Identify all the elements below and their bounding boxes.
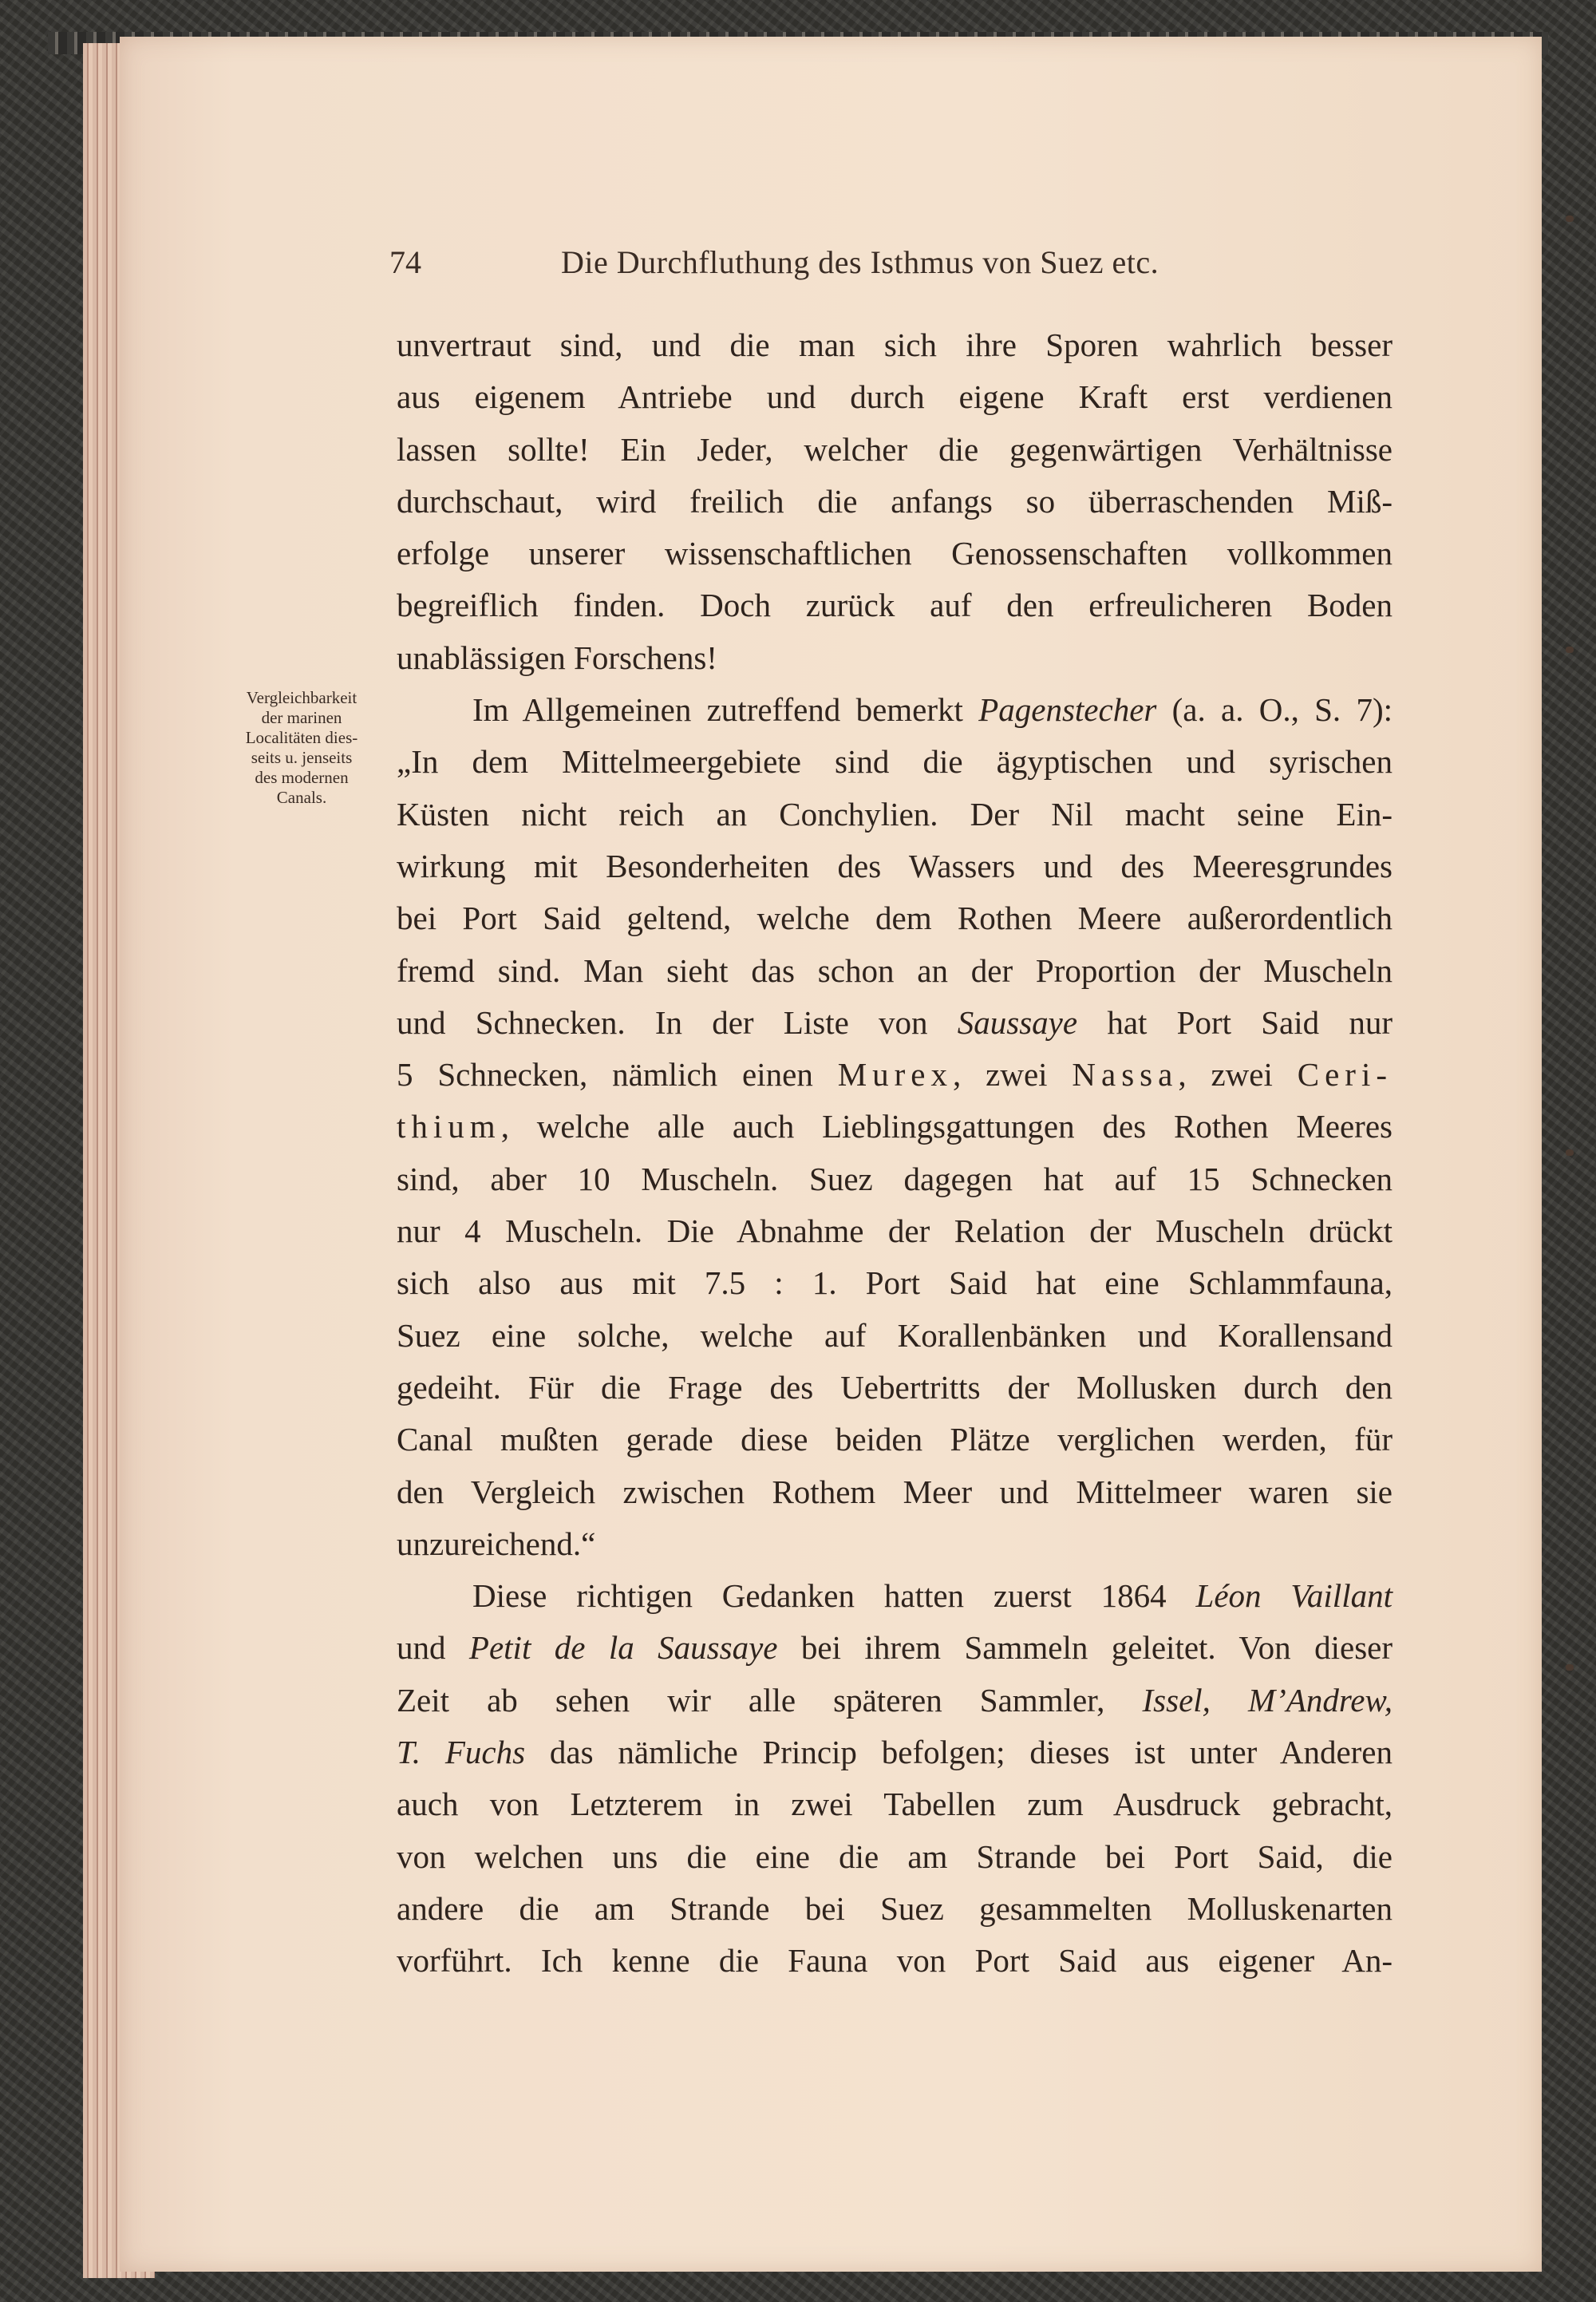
text-line [397, 1257, 1393, 1309]
text-line [397, 1101, 1393, 1153]
text-segment: bei ihrem Sammeln geleitet. Von dieser [777, 1629, 1393, 1667]
italic-name: Issel, [1142, 1681, 1211, 1719]
margin-mark [1566, 216, 1574, 222]
margin-mark [1566, 1149, 1574, 1156]
text-segment: Canal mußten gerade diese beiden Plätze verglichen werden, für [397, 1421, 1393, 1458]
text-segment: lassen sollte! Ein Jeder, welcher die gegenwärtigen Verhältnisse [397, 430, 1393, 468]
text-segment: und Schnecken. In der Liste von [397, 1003, 958, 1041]
spaced-genus-name: Nassa [1072, 1056, 1179, 1094]
text-line [397, 476, 1393, 528]
text-segment: , zwei [953, 1056, 1073, 1094]
text-segment [1211, 1682, 1248, 1719]
body-text [397, 319, 1393, 1988]
text-segment: vorführt. Ich kenne die Fauna von Port Said aus eigener An- [397, 1942, 1393, 1980]
text-line [397, 1622, 1393, 1674]
text-segment: erfolge unserer wissenschaftlichen Genossenschaften vollkommen [397, 535, 1393, 572]
margin-note-line: Vergleichbarkeit [246, 688, 358, 707]
text-segment: , welche alle auch Lieblingsgattungen des Rothen Meeres [500, 1108, 1393, 1145]
text-line [397, 1153, 1393, 1205]
text-segment: fremd sind. Man sieht das schon an der Proportion der Muscheln [397, 951, 1393, 989]
text-segment: unablässigen Forschens! [397, 639, 717, 676]
text-line [397, 789, 1393, 841]
text-line [397, 1049, 1393, 1101]
text-line [397, 1831, 1393, 1883]
spaced-genus-name: Murex [837, 1056, 954, 1094]
text-segment: gedeiht. Für die Frage des Uebertritts der Mollusken durch den [397, 1368, 1393, 1406]
text-segment: sich also aus mit 7.5 : 1. Port Said hat eine Schlammfauna, [397, 1264, 1393, 1302]
margin-note-line: des modernen [255, 768, 349, 787]
text-segment: nur 4 Muscheln. Die Abnahme der Relation der Muscheln drückt [397, 1212, 1393, 1250]
text-line [397, 1310, 1393, 1362]
text-line [397, 1414, 1393, 1465]
text-line [397, 841, 1393, 892]
text-line [397, 579, 1393, 631]
text-segment: Zeit ab sehen wir alle späteren Sammler, [397, 1681, 1143, 1719]
margin-note-line: seits u. jenseits [251, 748, 353, 767]
text-line [397, 528, 1393, 579]
text-line [397, 1570, 1393, 1622]
text-segment: sind, aber 10 Muscheln. Suez dagegen hat auf 15 Schnecken [397, 1160, 1393, 1197]
text-segment: den Vergleich zwischen Rothem Meer und Mittelmeer waren sie [397, 1473, 1393, 1510]
text-line [397, 1778, 1393, 1830]
text-line [397, 1362, 1393, 1414]
margin-note-line: Localitäten dies- [245, 728, 358, 747]
text-segment: aus eigenem Antriebe und durch eigene Kraft erst verdienen [397, 378, 1393, 416]
italic-name: Petit de la Saussaye [468, 1629, 778, 1667]
text-segment: „In dem Mittelmeergebiete sind die ägyptischen und syrischen [397, 743, 1393, 781]
text-line [397, 371, 1393, 423]
text-line [397, 1466, 1393, 1518]
text-line [397, 319, 1393, 371]
margin-note [209, 688, 394, 808]
text-line [397, 424, 1393, 476]
text-segment: wirkung mit Besonderheiten des Wassers und des Meeresgrundes [397, 847, 1393, 884]
text-line [397, 1518, 1393, 1570]
text-segment: und [397, 1629, 469, 1667]
italic-name: T. Fuchs [397, 1734, 526, 1771]
text-segment: bei Port Said geltend, welche dem Rothen Meere außerordentlich [397, 900, 1393, 937]
italic-name: Léon Vaillant [1195, 1577, 1393, 1615]
page-header [389, 243, 1395, 291]
margin-mark [1566, 647, 1574, 653]
text-segment: , zwei [1178, 1056, 1298, 1094]
margin-note-line: der marinen [261, 708, 342, 727]
running-title: Die Durchfluthung des Isthmus von Suez etc. [561, 244, 1159, 280]
spaced-genus-name: thium [397, 1108, 501, 1145]
text-segment: unvertraut sind, und die man sich ihre Sporen wahrlich besser [397, 326, 1393, 363]
text-segment: Diese richtigen Gedanken hatten zuerst 1864 [472, 1577, 1196, 1615]
text-segment: (a. a. O., S. 7): [1156, 691, 1393, 729]
text-line [397, 997, 1393, 1049]
text-line [397, 1675, 1393, 1726]
text-segment: Im Allgemeinen zutreffend bemerkt [472, 691, 979, 729]
text-segment: auch von Letzterem in zwei Tabellen zum Ausdruck gebracht, [397, 1786, 1393, 1823]
margin-mark [1566, 1664, 1574, 1671]
text-line [397, 684, 1393, 736]
spaced-genus-name: Ceri- [1297, 1056, 1393, 1094]
text-segment: Küsten nicht reich an Conchylien. Der Nil macht seine Ein- [397, 795, 1393, 833]
text-segment: 5 Schnecken, nämlich einen [397, 1056, 838, 1094]
text-segment: andere die am Strande bei Suez gesammelten Molluskenarten [397, 1889, 1393, 1927]
text-line [397, 736, 1393, 788]
italic-name: M’Andrew, [1247, 1681, 1393, 1719]
text-segment: durchschaut, wird freilich die anfangs so überraschenden Miß- [397, 482, 1393, 520]
text-segment: hat Port Said nur [1077, 1003, 1393, 1041]
page-number: 74 [389, 244, 421, 280]
text-line [397, 1726, 1393, 1778]
text-line [397, 1935, 1393, 1987]
text-segment: das nämliche Princip befolgen; dieses ist unter Anderen [525, 1734, 1393, 1771]
text-segment: unzureichend.“ [397, 1525, 596, 1562]
text-line [397, 892, 1393, 944]
text-line [397, 632, 1393, 684]
text-segment: von welchen uns die eine die am Strande bei Port Said, die [397, 1837, 1393, 1875]
text-line [397, 1883, 1393, 1935]
text-segment: Suez eine solche, welche auf Korallenbänken und Korallensand [397, 1316, 1393, 1354]
text-line [397, 945, 1393, 997]
margin-note-line: Canals. [276, 788, 327, 807]
text-segment: begreiflich finden. Doch zurück auf den erfreulicheren Boden [397, 587, 1393, 624]
italic-name: Saussaye [957, 1003, 1078, 1041]
italic-name: Pagenstecher [978, 691, 1157, 729]
text-line [397, 1205, 1393, 1257]
